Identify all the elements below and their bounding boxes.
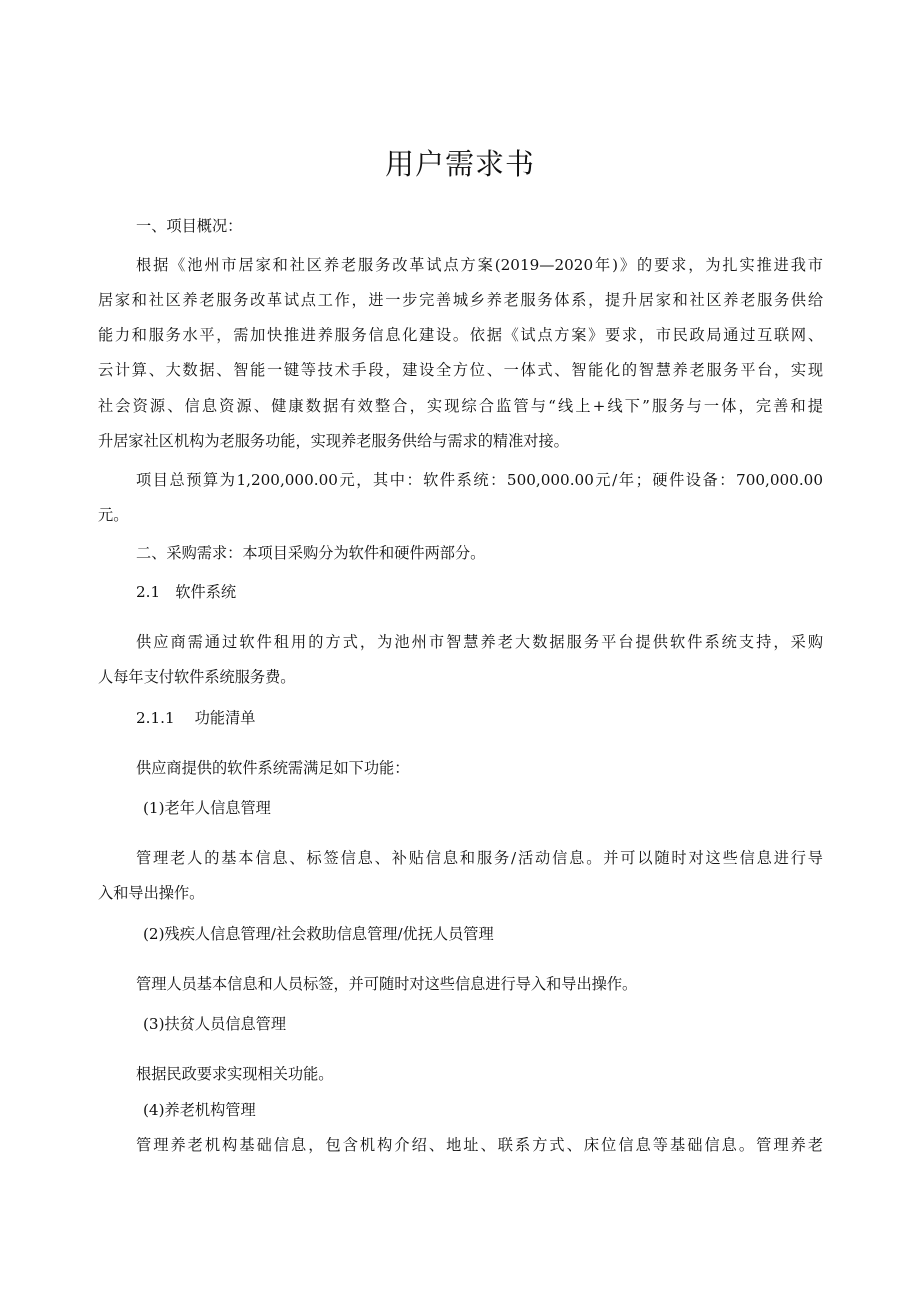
item-3-title: (3)扶贫人员信息管理	[143, 1015, 287, 1033]
budget-line-2: 元。	[98, 506, 129, 524]
budget-line-1: 项目总预算为1,200,000.00元，其中：软件系统：500,000.00元/年；硬件设备：700,000.00	[136, 471, 823, 489]
software-line-2: 人每年支付软件系统服务费。	[98, 668, 296, 686]
item-4-title: (4)养老机构管理	[143, 1101, 256, 1119]
subsection-2-1: 2.1 软件系统	[136, 583, 237, 601]
item-1-line-2: 入和导出操作。	[98, 884, 205, 902]
item-2-title: (2)残疾人信息管理/社会救助信息管理/优抚人员管理	[143, 925, 494, 943]
subsection-2-1-1: 2.1.1 功能清单	[136, 709, 256, 727]
overview-line-4: 云计算、大数据、智能一键等技术手段，建设全方位、一体式、智能化的智慧养老服务平台，实现	[98, 361, 823, 379]
item-4-text: 管理养老机构基础信息，包含机构介绍、地址、联系方式、床位信息等基础信息。管理养老	[136, 1136, 823, 1154]
document-title: 用户需求书	[384, 147, 535, 181]
item-1-line-1: 管理老人的基本信息、标签信息、补贴信息和服务/活动信息。并可以随时对这些信息进行导	[136, 849, 823, 867]
item-2-text: 管理人员基本信息和人员标签，并可随时对这些信息进行导入和导出操作。	[136, 975, 638, 993]
overview-line-1: 根据《池州市居家和社区养老服务改革试点方案(2019—2020年)》的要求，为扎实推进我市	[136, 256, 823, 274]
overview-line-2: 居家和社区养老服务改革试点工作，进一步完善城乡养老服务体系，提升居家和社区养老服务供给	[98, 291, 823, 309]
overview-line-5: 社会资源、信息资源、健康数据有效整合，实现综合监管与“线上+线下”服务与一体，完善和提	[98, 397, 823, 415]
overview-line-3: 能力和服务水平，需加快推进养服务信息化建设。依据《试点方案》要求，市民政局通过互联网、	[98, 326, 823, 344]
section-1-heading: 一、项目概况：	[136, 217, 243, 235]
item-1-title: (1)老年人信息管理	[143, 799, 271, 817]
software-line-1: 供应商需通过软件租用的方式，为池州市智慧养老大数据服务平台提供软件系统支持，采购	[136, 633, 823, 651]
section-2-heading: 二、采购需求：本项目采购分为软件和硬件两部分。	[136, 544, 486, 562]
overview-line-6: 升居家社区机构为老服务功能，实现养老服务供给与需求的精准对接。	[98, 432, 569, 450]
item-3-text: 根据民政要求实现相关功能。	[136, 1065, 334, 1083]
function-list-intro: 供应商提供的软件系统需满足如下功能：	[136, 759, 410, 777]
